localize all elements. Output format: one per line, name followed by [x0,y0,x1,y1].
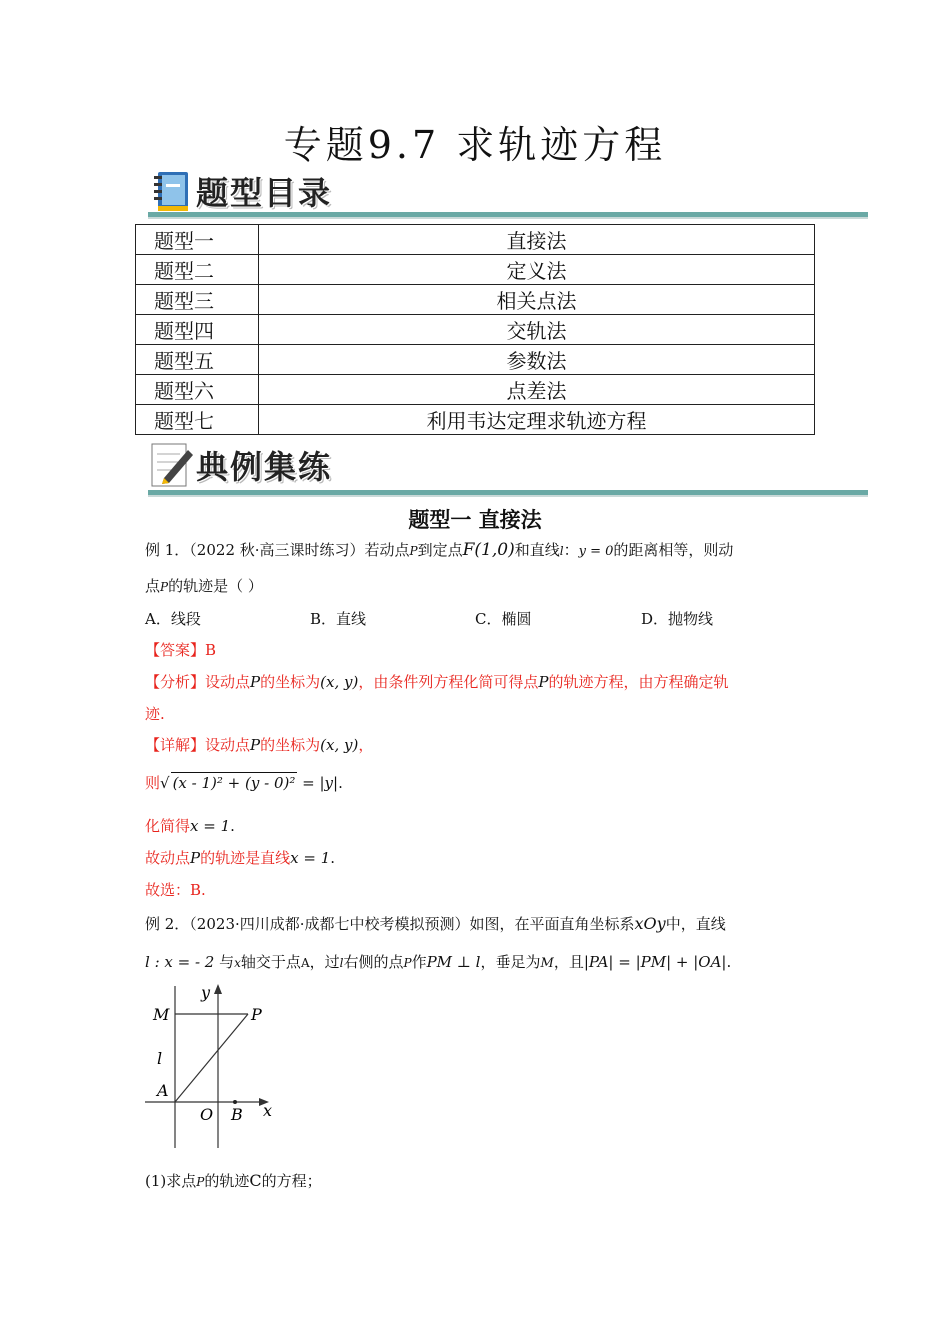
ex1-analysis-line1 [145,672,728,692]
text: 则 [145,774,161,792]
ex1-option-c: C．椭圆 [475,610,532,628]
text: ，垂足为 [480,953,541,971]
text: 与 [219,953,235,971]
text: 到定点 [417,541,463,559]
section-title: 题型一 直接法 [408,508,542,532]
toc-type: 题型一 [136,225,259,255]
point-M: M [540,956,554,971]
answer-value: B [205,641,217,659]
label-l: l [157,1049,163,1068]
label-B: B [231,1105,243,1124]
text: 的轨迹方程，由方程确定轨 [548,673,729,691]
var-P: P [250,673,261,691]
text: 的坐标为 [260,736,321,754]
y-arrow [214,984,222,994]
var-P: P [409,544,418,558]
ex1-choose: 故选：B. [145,881,206,899]
var-l: l [339,956,344,970]
examples-banner-label: 典例集练 [196,448,333,486]
ex1-simplify [145,816,235,836]
text: 故动点 [145,849,191,867]
toc-type: 题型七 [136,405,259,435]
page-title: 专题9.7 求轨迹方程 [283,123,667,167]
point-B-dot [233,1100,237,1104]
toc-method: 利用韦达定理求轨迹方程 [259,405,815,435]
var-P: P [403,956,412,970]
ex1-analysis-line2: 迹. [145,705,165,723]
ex1-question-line1 [145,540,733,562]
text: ： [563,541,579,559]
text: 化简得 [145,817,191,835]
label-A: A [157,1081,169,1100]
label-y: y [201,983,211,1002]
eq-x1: x = 1 [190,817,231,835]
var-P: P [196,1175,205,1189]
toc-method: 点差法 [259,375,815,405]
text: 例 2．（2023·四川成都·成都七中校考模拟预测）如图，在平面直角坐标系 [145,915,635,933]
perp-condition: PM ⊥ l [426,953,481,971]
distance-condition: |PA| = |PM| + |OA| [583,953,727,971]
text: 右侧的点 [343,953,404,971]
var-P: P [538,673,549,691]
point-A: A [300,956,310,970]
toc-type: 题型三 [136,285,259,315]
toc-type: 题型二 [136,255,259,285]
divider [148,212,868,219]
toc-banner-label: 题型目录 [196,174,333,212]
text: . [726,953,732,971]
toc-method: 交轨法 [259,315,815,345]
eq-x1: x = 1 [290,849,331,867]
text: 中，直线 [665,915,726,933]
ex1-question-line2 [145,576,263,597]
text: ，由条件列方程化简可得点 [358,673,539,691]
text: 轴交于点 [240,953,301,971]
ex1-detail-line1 [145,735,373,755]
toc-type: 题型四 [136,315,259,345]
ex1-option-d: D．抛物线 [641,610,714,628]
label-O: O [200,1105,214,1124]
toc-method: 相关点法 [259,285,815,315]
text: 和直线 [514,541,560,559]
var-x: x [234,956,241,970]
pen-paper-icon [148,440,196,490]
detail-label: 【详解】 [145,736,206,754]
ex1-conclusion [145,848,335,868]
ex1-detail-equation: 则√ (x - 1)² + (y - 0)² = |y|. [145,774,343,792]
toc-row [136,405,815,435]
text: 的轨迹是直线 [200,849,291,867]
answer-label: 【答案】 [145,641,206,659]
toc-banner [148,166,868,222]
coord-system: xOy [634,914,666,933]
examples-banner [148,440,868,496]
text: ，且 [553,953,584,971]
label-x: x [263,1101,273,1120]
toc-row [136,315,815,345]
text: 的坐标为 [260,673,321,691]
toc-type: 题型五 [136,345,259,375]
divider [148,490,868,497]
toc-method: 直接法 [259,225,815,255]
text: 的轨迹 [204,1172,250,1190]
text: 的距离相等，则动 [613,541,734,559]
text: . [330,849,336,867]
ex2-question-line2 [145,952,731,974]
coord-xy: (x, y) [320,736,359,754]
text: 设动点 [205,673,251,691]
text: 点 [145,577,161,595]
toc-table [135,224,815,435]
toc-row [136,255,815,285]
ex1-option-b: B．直线 [310,610,367,628]
analysis-label: 【分析】 [145,673,206,691]
text: . [338,774,343,792]
coord-xy: (x, y) [320,673,359,691]
curve-C: C [249,1171,262,1190]
text: 作 [411,953,427,971]
toc-row [136,285,815,315]
toc-row [136,225,815,255]
var-P: P [250,736,261,754]
text: 的轨迹是（ ） [168,577,263,595]
toc-row [136,375,815,405]
coordinate-figure [145,982,285,1152]
label-P: P [251,1005,262,1024]
text: . [230,817,235,835]
toc-type: 题型六 [136,375,259,405]
var-P: P [160,580,169,594]
sqrt-expression: (x - 1)² + (y - 0)² [172,774,296,792]
ex1-answer [145,640,216,660]
notebook-icon [148,166,196,216]
text: ， [358,736,374,754]
var-P: P [190,849,201,867]
label-M: M [153,1005,170,1024]
line-l-eq: l : x = - 2 [145,953,215,971]
text: 的方程； [261,1172,322,1190]
text: ，过 [309,953,340,971]
ex2-sub1 [145,1171,322,1192]
text: (1)求点 [145,1172,197,1190]
toc-row [136,345,815,375]
eq-rhs: = |y| [302,774,339,792]
ex2-question-line1 [145,914,726,934]
toc-method: 定义法 [259,255,815,285]
text: 设动点 [205,736,251,754]
ex1-option-a: A．线段 [145,610,201,628]
eq-y0: y = 0 [578,544,614,559]
var-l: l [559,544,564,558]
segment-AP [175,1014,248,1102]
point-F: F(1,0) [462,540,515,560]
text: 例 1．（2022 秋·高三课时练习）若动点 [145,541,410,559]
toc-method: 参数法 [259,345,815,375]
